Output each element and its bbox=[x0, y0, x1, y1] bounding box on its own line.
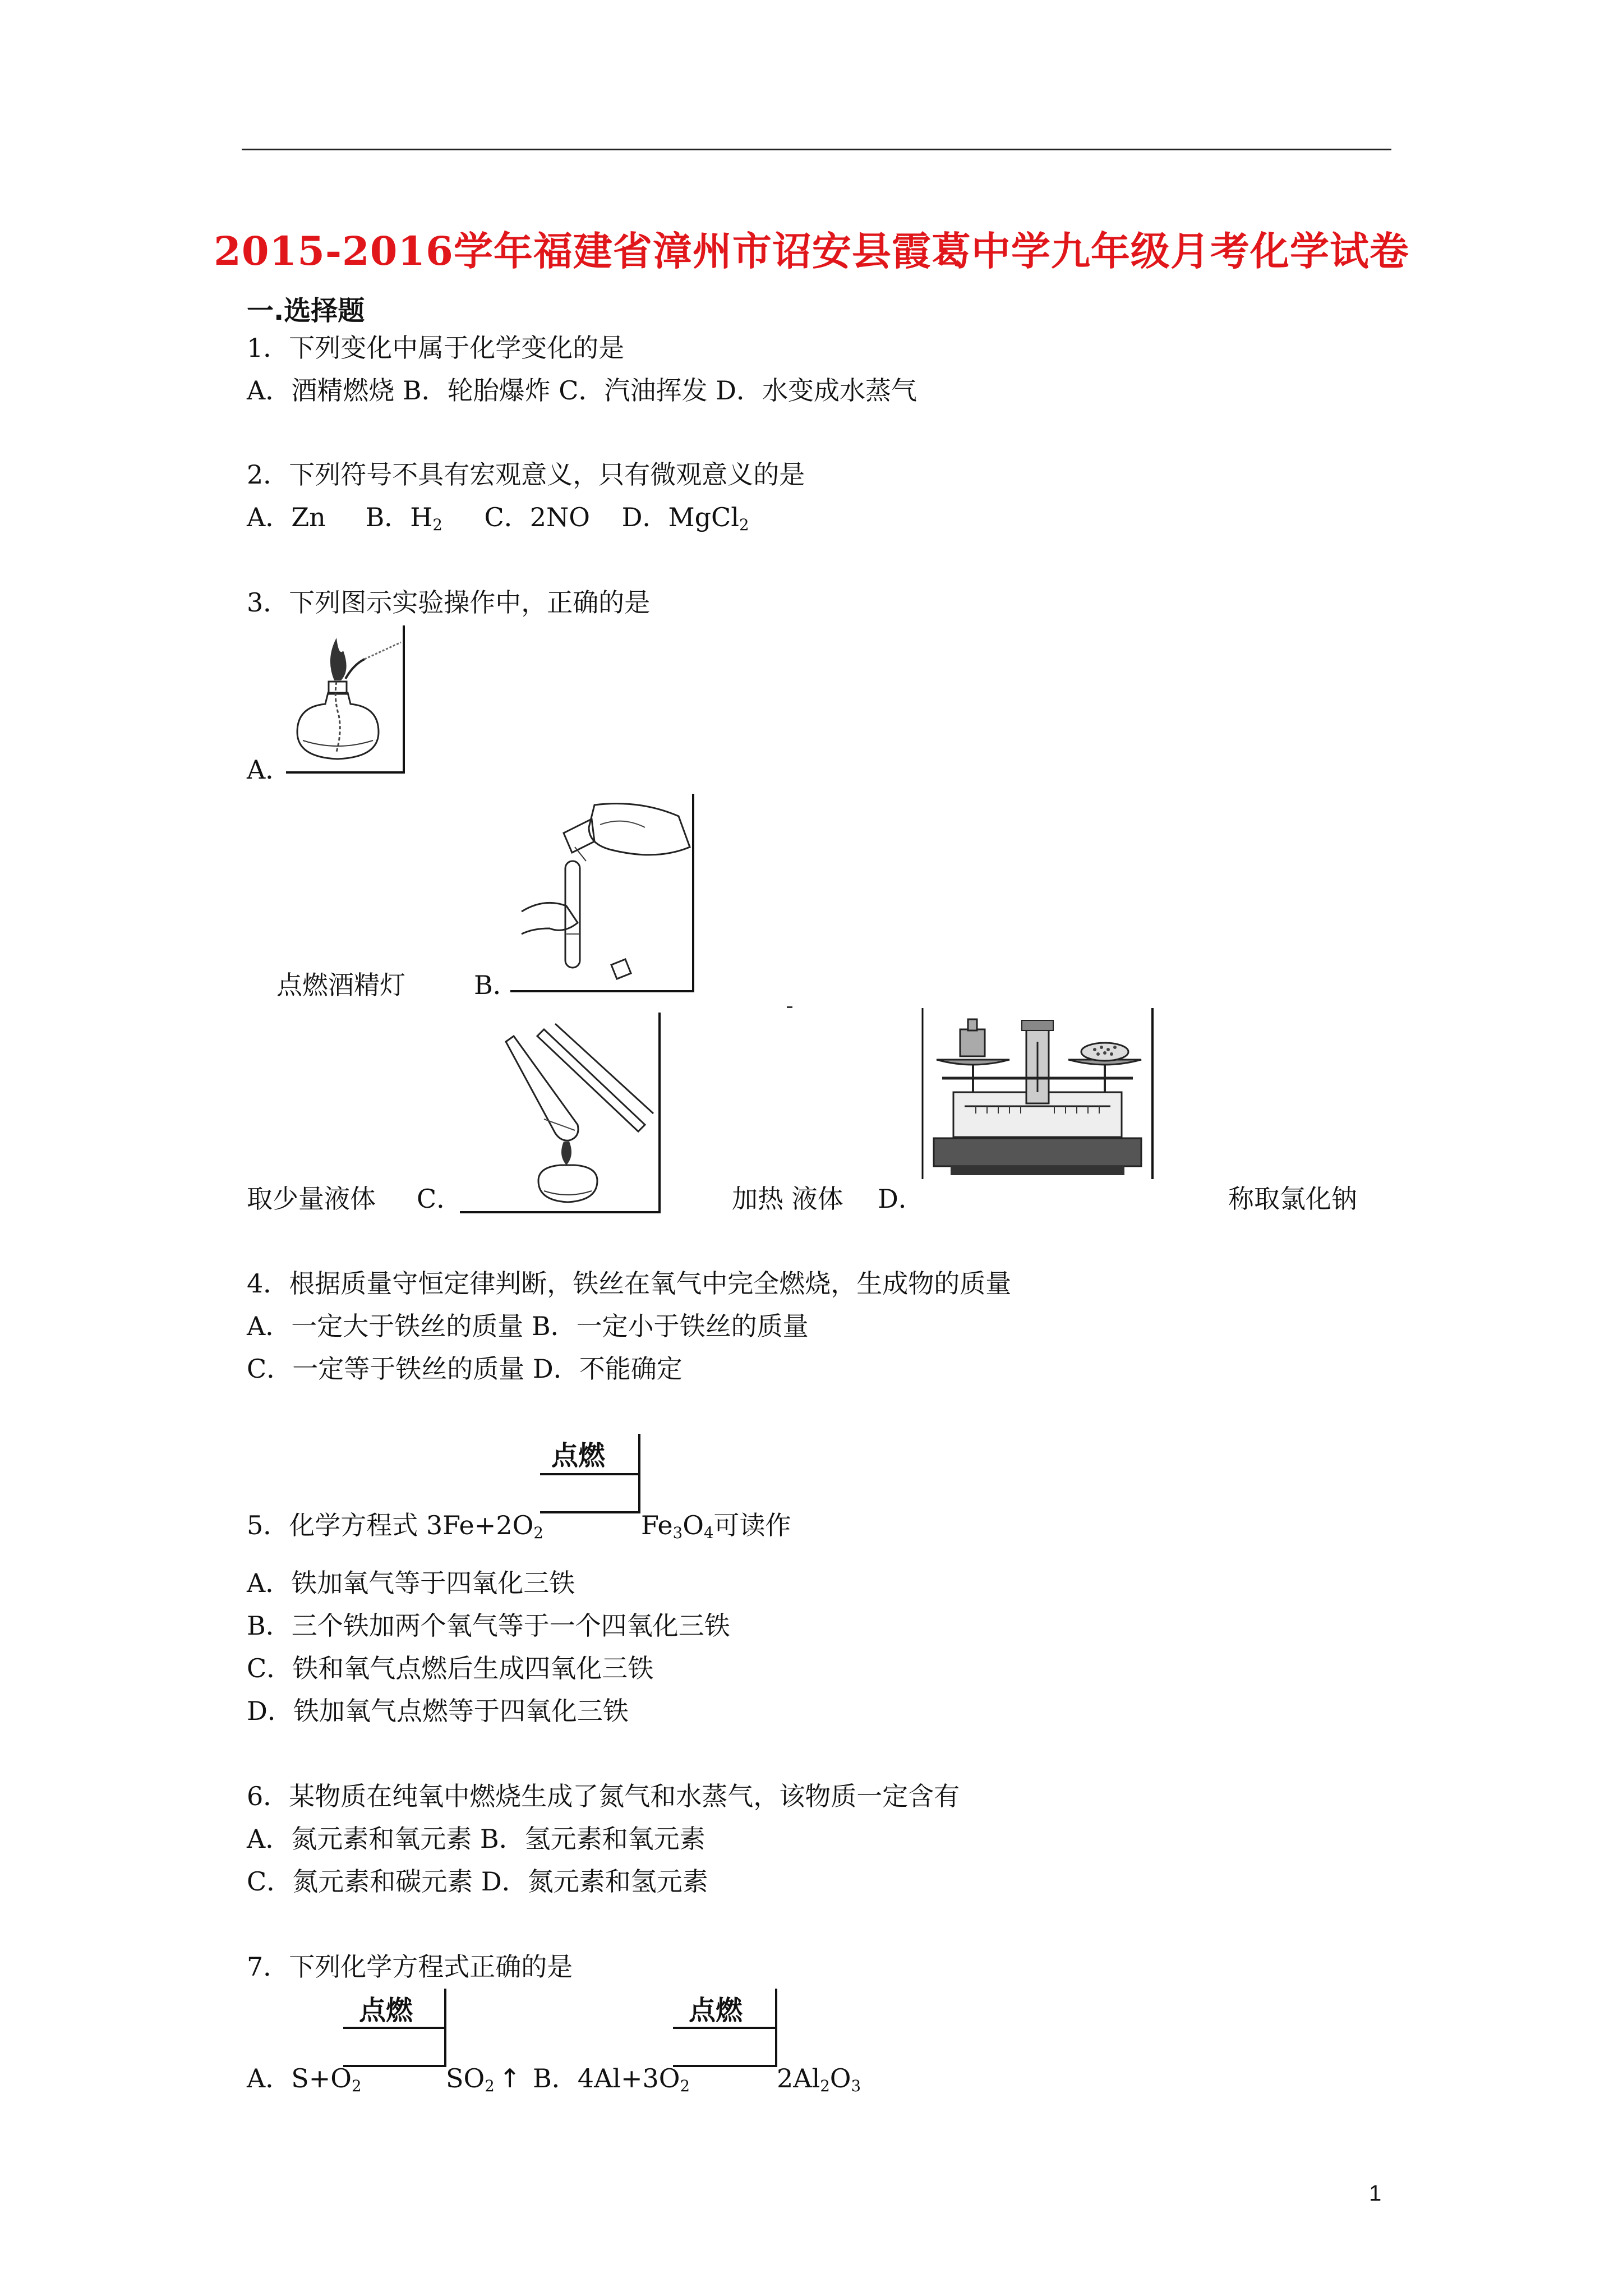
q7a-condition-line-top bbox=[343, 2027, 444, 2029]
q4-stem: 4．根据质量守恒定律判断，铁丝在氧气中完全燃烧，生成物的质量 bbox=[247, 1268, 1012, 1299]
q5-option-d: D．铁加氧气点燃等于四氧化三铁 bbox=[247, 1696, 629, 1726]
page-number: 1 bbox=[1369, 2181, 1382, 2206]
q3-d-caption: 称取氯化钠 bbox=[1228, 1184, 1357, 1214]
q2-option-a: A．Zn bbox=[247, 502, 326, 532]
q3-c-caption: 加热 液体 bbox=[732, 1184, 843, 1214]
q7-option-a-reactants: A．$S+O_2$ bbox=[247, 2063, 362, 2095]
q3-b-label: B． bbox=[474, 970, 519, 1000]
q7b-condition-label: 点燃 bbox=[689, 1995, 743, 2026]
q4-options-row2: C．一定等于铁丝的质量 D．不能确定 bbox=[247, 1354, 683, 1384]
q3-d-label: D． bbox=[878, 1184, 924, 1214]
q3-b-caption: 取少量液体 bbox=[247, 1184, 376, 1214]
q2-option-b: B．$H_2$ bbox=[365, 502, 442, 534]
gas-arrow-icon: ↑ bbox=[499, 2063, 521, 2093]
heating-liquid-figure bbox=[460, 1013, 662, 1214]
q7-option-b-reactants: B．$4Al+3O_2$ bbox=[533, 2063, 690, 2095]
section-heading: 一.选择题 bbox=[247, 295, 365, 326]
alcohol-lamp-lighting-figure bbox=[280, 625, 409, 774]
q5-condition-label: 点燃 bbox=[551, 1440, 606, 1471]
q1-options: A．酒精燃烧 B．轮胎爆炸 C．汽油挥发 D．水变成水蒸气 bbox=[247, 375, 917, 406]
q3-a-caption: 点燃酒精灯 bbox=[276, 970, 405, 1000]
q5-condition-line-bottom bbox=[540, 1511, 638, 1513]
q7-option-a-product: $SO_2$ ↑ bbox=[446, 2063, 521, 2095]
q7-stem: 7．下列化学方程式正确的是 bbox=[247, 1952, 573, 1982]
q7a-reaction-condition-box bbox=[343, 1989, 446, 2067]
q6-options-row2: C．氮元素和碳元素 D．氮元素和氢元素 bbox=[247, 1866, 708, 1897]
q5-stem-left: 5．化学方程式 $3Fe+2O_2$ bbox=[247, 1510, 543, 1542]
q5-option-a: A．铁加氧气等于四氧化三铁 bbox=[247, 1568, 575, 1598]
q7-option-b-product: $2Al_2O_3$ bbox=[777, 2063, 861, 2095]
q7b-reaction-condition-box bbox=[673, 1989, 777, 2067]
q3-c-label: C． bbox=[417, 1184, 463, 1214]
pouring-liquid-figure bbox=[510, 794, 695, 993]
q3-stem: 3．下列图示实验操作中，正确的是 bbox=[247, 587, 651, 618]
q2-option-d: D．MgCl$_2$ bbox=[621, 502, 749, 534]
q5-option-c: C．铁和氧气点燃后生成四氧化三铁 bbox=[247, 1653, 654, 1683]
q3-a-label: A． bbox=[247, 754, 292, 785]
q2-option-c: C．2NO bbox=[484, 502, 590, 532]
q5-option-b: B．三个铁加两个氧气等于一个四氧化三铁 bbox=[247, 1611, 730, 1641]
q6-stem: 6．某物质在纯氧中燃烧生成了氮气和水蒸气，该物质一定含有 bbox=[247, 1781, 960, 1811]
q2-options bbox=[247, 504, 749, 532]
paper-title: 2015-2016学年福建省漳州市诏安县霞葛中学九年级月考化学试卷 bbox=[214, 228, 1409, 274]
q7a-condition-label: 点燃 bbox=[359, 1995, 413, 2026]
q4-options-row1: A．一定大于铁丝的质量 B．一定小于铁丝的质量 bbox=[247, 1311, 809, 1341]
header-rule bbox=[242, 149, 1391, 150]
q7b-condition-line-top bbox=[673, 2027, 775, 2029]
q5-product: $Fe_3O_4$ bbox=[641, 1510, 714, 1542]
stray-mark bbox=[787, 1006, 792, 1008]
q5-stem-right: $Fe_3O_4$可读作 bbox=[641, 1510, 791, 1542]
q2-stem: 2．下列符号不具有宏观意义，只有微观意义的是 bbox=[247, 459, 805, 490]
q5-condition-line-top bbox=[540, 1473, 638, 1475]
q5-reaction-condition-box bbox=[540, 1434, 640, 1513]
q1-stem: 1．下列变化中属于化学变化的是 bbox=[247, 333, 625, 363]
q6-options-row1: A．氮元素和氧元素 B．氢元素和氧元素 bbox=[247, 1824, 706, 1854]
balance-weighing-figure bbox=[920, 1008, 1155, 1179]
